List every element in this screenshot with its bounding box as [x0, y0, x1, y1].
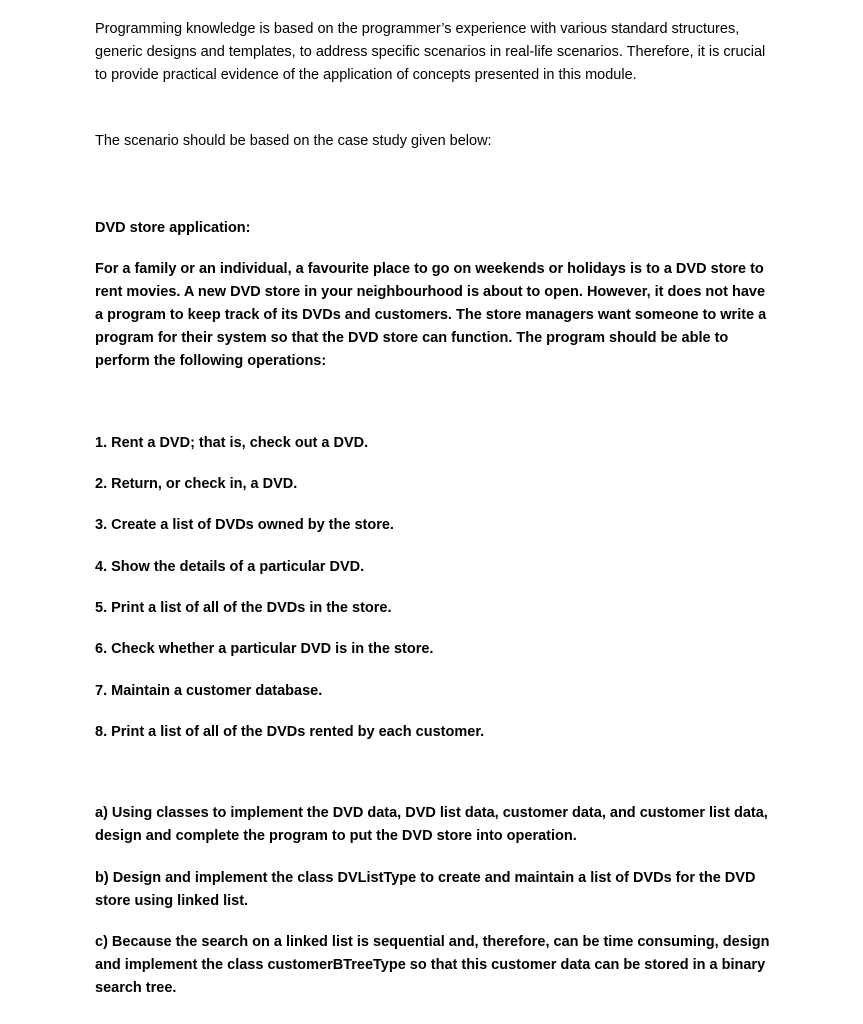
intro-paragraph: Programming knowledge is based on the programmer’s experience with various standard structures, generic designs and templates, to address specific scenarios in real-life scenarios. Therefore, it is crucial to provide practical evidence of the application of concepts presented in this module.: [95, 21, 766, 83]
operation-item: 2. Return, or check in, a DVD.: [95, 476, 298, 492]
operation-item: 6. Check whether a particular DVD is in the store.: [95, 641, 434, 657]
case-study-description: For a family or an individual, a favourite place to go on weekends or holidays is to a DVD store to rent movies. A new DVD store in your neighbourhood is about to open. However, it does not have a program to keep track of its DVDs and customers. The store managers want someone to write a program for their system so that the DVD store can function. The program should be able to perform the following operations:: [95, 261, 767, 369]
operation-item: 8. Print a list of all of the DVDs rented by each customer.: [95, 724, 485, 740]
case-study-heading: DVD store application:: [95, 220, 251, 236]
task-item: a) Using classes to implement the DVD data, DVD list data, customer data, and customer list data, design and complete the program to put the DVD store into operation.: [95, 805, 768, 844]
operation-item: 1. Rent a DVD; that is, check out a DVD.: [95, 435, 369, 451]
task-item: b) Design and implement the class DVListType to create and maintain a list of DVDs for the DVD store using linked list.: [95, 870, 756, 909]
operation-item: 7. Maintain a customer database.: [95, 683, 323, 699]
scenario-line: The scenario should be based on the case study given below:: [95, 133, 492, 149]
operation-item: 5. Print a list of all of the DVDs in the store.: [95, 600, 392, 616]
operation-item: 3. Create a list of DVDs owned by the store.: [95, 517, 394, 533]
operation-item: 4. Show the details of a particular DVD.: [95, 559, 365, 575]
task-item: c) Because the search on a linked list is sequential and, therefore, can be time consuming, design and implement the class customerBTreeType so that this customer data can be stored in a binary search tree.: [95, 934, 770, 996]
